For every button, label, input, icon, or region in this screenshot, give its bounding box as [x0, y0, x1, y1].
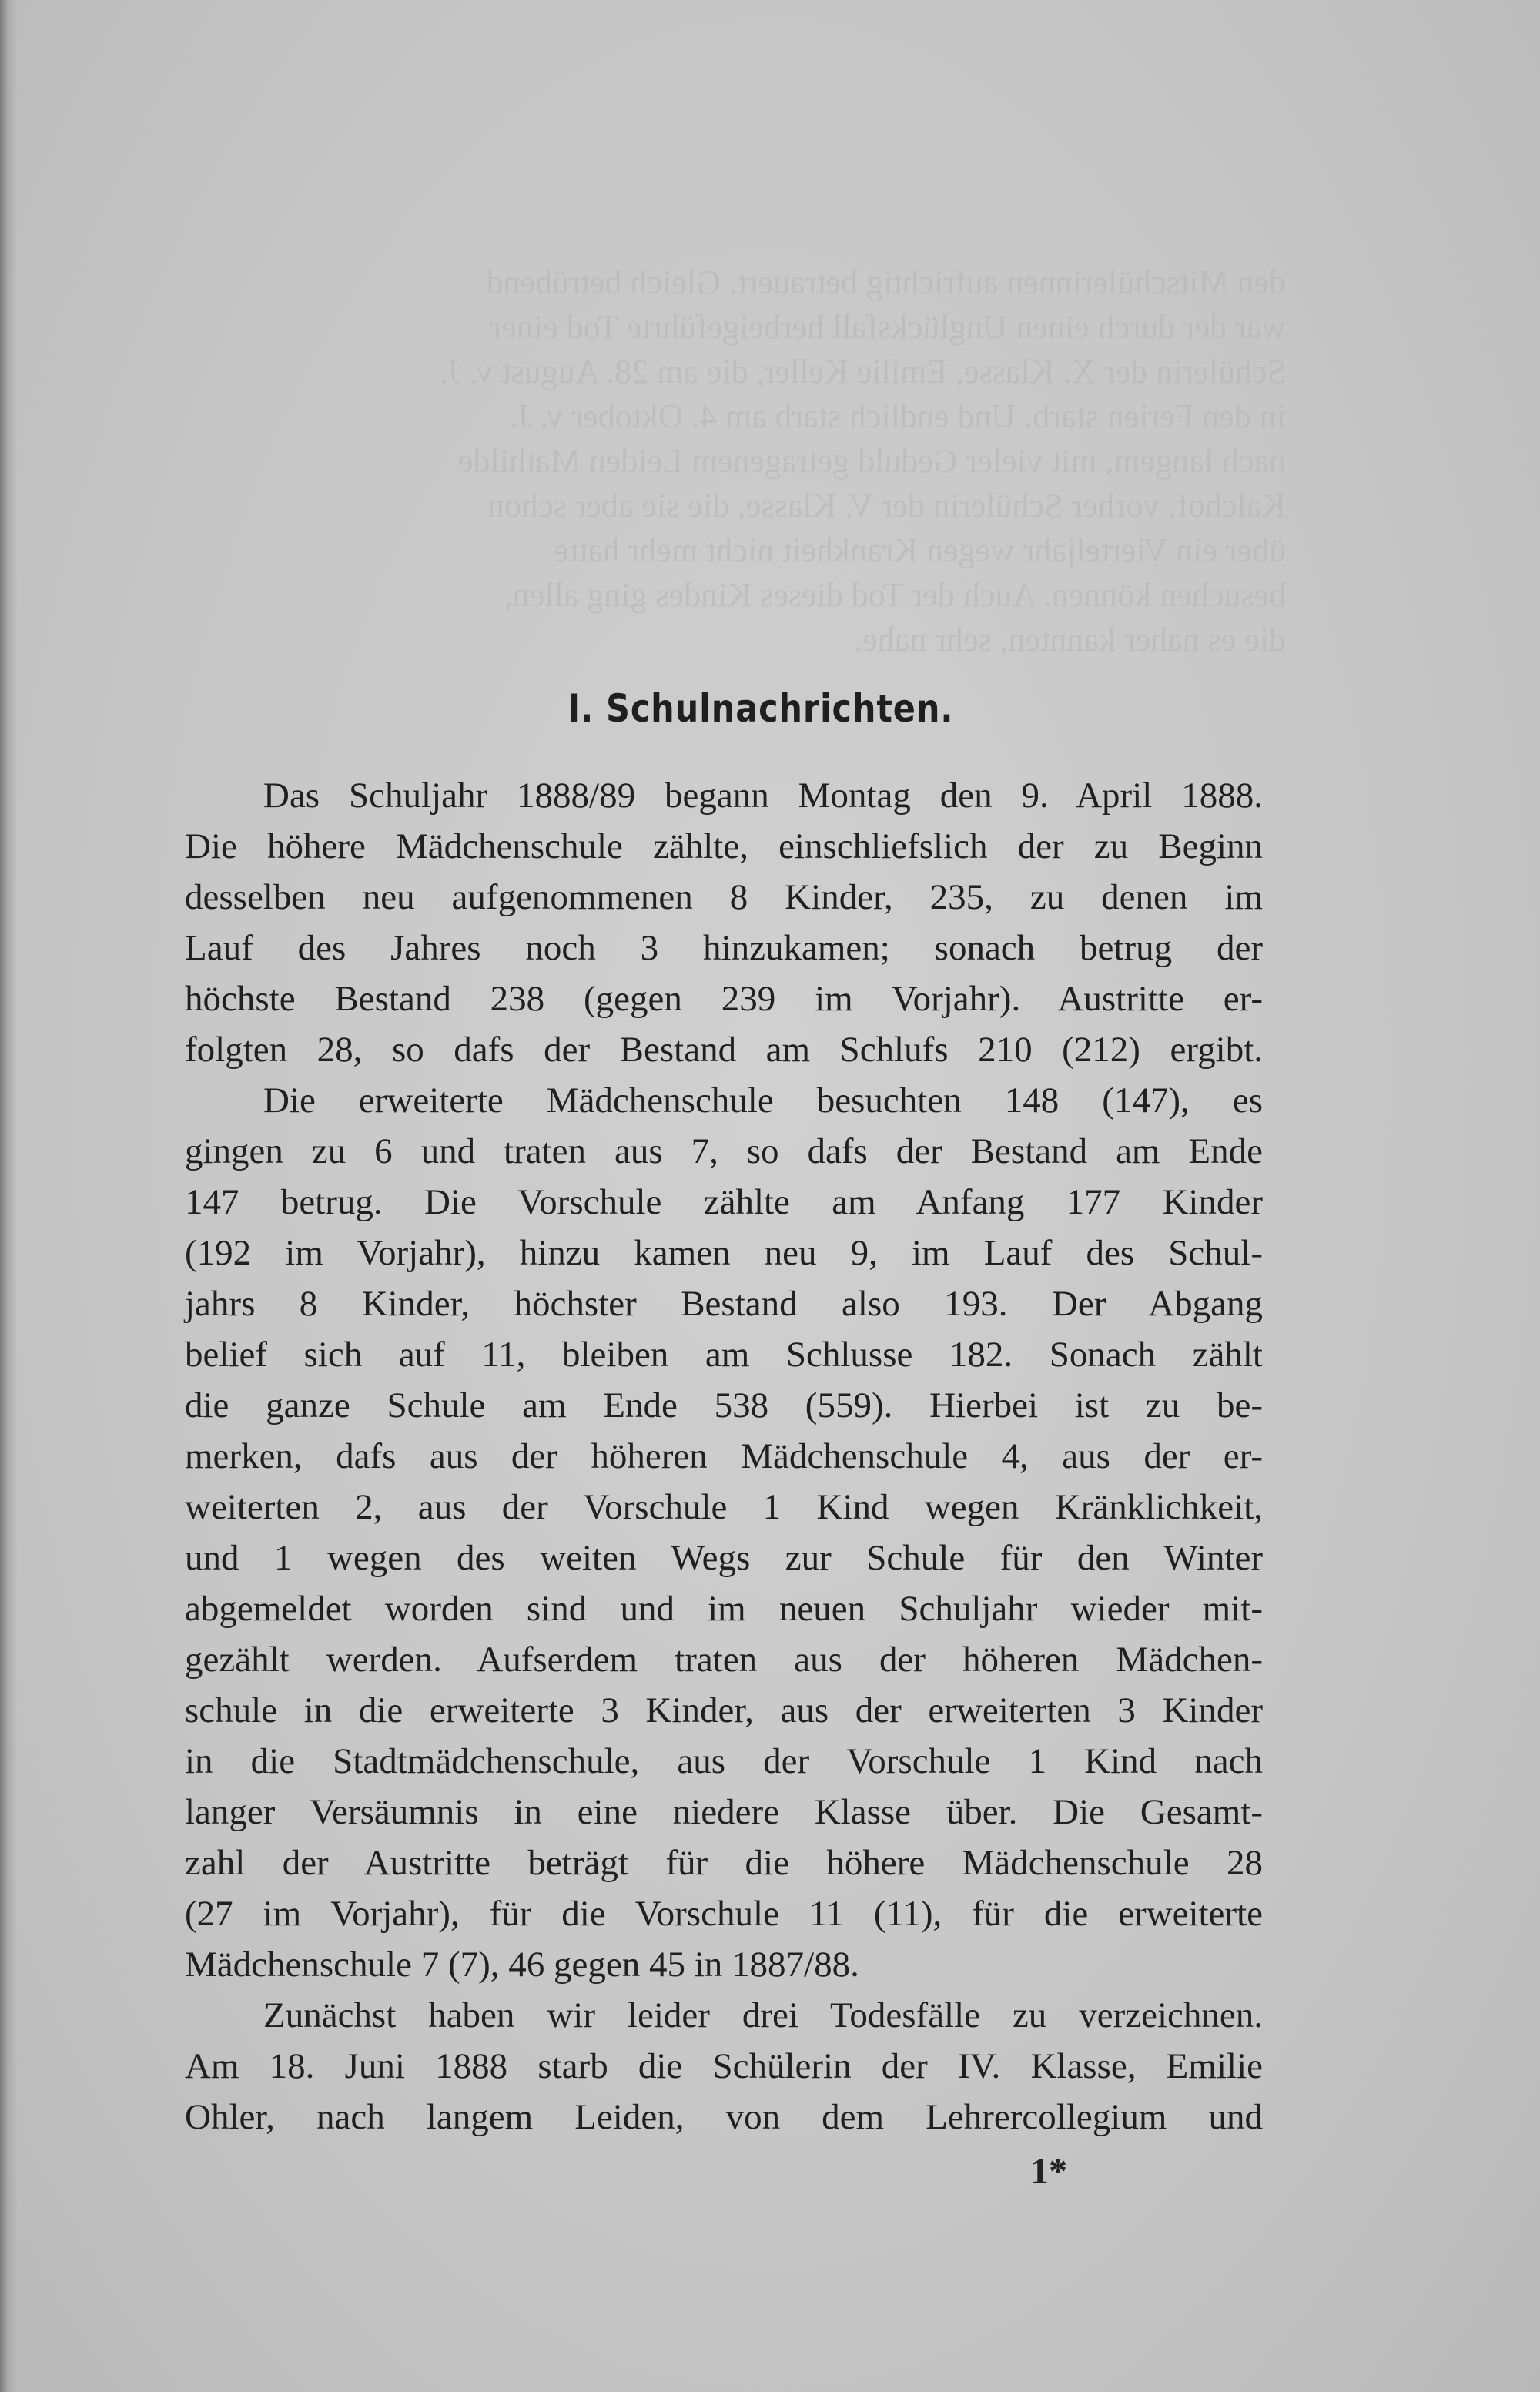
text-line: folgten 28, so dafs der Bestand am Schlufs 210 (212) ergibt. [185, 1030, 1263, 1070]
bleed-line: Kalchof, vorher Schülerin der V. Klasse, die sie aber schon [487, 487, 1286, 524]
text-line: jahrs 8 Kinder, höchster Bestand also 193. Der Abgang [185, 1284, 1263, 1324]
text-line: Zunächst haben wir leider drei Todesfälle zu verzeichnen. [263, 1995, 1263, 2035]
text-line: (27 im Vorjahr), für die Vorschule 11 (11), für die erweiterte [185, 1894, 1263, 1934]
text-line: höchste Bestand 238 (gegen 239 im Vorjahr). Austritte er- [185, 979, 1263, 1019]
text-line: weiterten 2, aus der Vorschule 1 Kind wegen Kränklichkeit, [185, 1487, 1263, 1527]
text-line: Die höhere Mädchenschule zählte, einschliefslich der zu Beginn [185, 826, 1263, 866]
bleed-line: in den Ferien starb. Und endlich starb am 4. Oktober v. J. [510, 397, 1286, 435]
bleed-line: Schülerin der X. Klasse, Emilie Keller, die am 28. August v. J. [440, 353, 1286, 390]
text-line: langer Versäumnis in eine niedere Klasse über. Die Gesamt- [185, 1792, 1263, 1832]
text-line: in die Stadtmädchenschule, aus der Vorschule 1 Kind nach [185, 1741, 1263, 1781]
bleed-line: über ein Vierteljahr wegen Krankheit nicht mehr hatte [554, 531, 1286, 569]
text-line: Lauf des Jahres noch 3 hinzukamen; sonach betrug der [185, 928, 1263, 968]
text-line: die ganze Schule am Ende 538 (559). Hierbei ist zu be- [185, 1385, 1263, 1425]
bleed-line: die es naher kannten, sehr nahe. [854, 621, 1286, 658]
bleed-line: besuchen können. Auch der Tod dieses Kindes ging allen, [504, 576, 1286, 614]
text-line: Am 18. Juni 1888 starb die Schülerin der IV. Klasse, Emilie [185, 2046, 1263, 2086]
bleed-line: den Mitschülerinnen aufrichtig betrauert. Gleich betrübend [486, 263, 1286, 301]
text-line: 147 betrug. Die Vorschule zählte am Anfang 177 Kinder [185, 1182, 1263, 1222]
text-line: Mädchenschule 7 (7), 46 gegen 45 in 1887/88. [185, 1945, 859, 1985]
text-line: zahl der Austritte beträgt für die höhere Mädchenschule 28 [185, 1843, 1263, 1883]
text-line: gingen zu 6 und traten aus 7, so dafs der Bestand am Ende [185, 1131, 1263, 1171]
book-spine-shadow [0, 0, 17, 2392]
text-line: Die erweiterte Mädchenschule besuchten 148 (147), es [263, 1080, 1263, 1121]
text-line: Ohler, nach langem Leiden, von dem Lehrercollegium und [185, 2097, 1263, 2137]
text-line: Das Schuljahr 1888/89 begann Montag den 9. April 1888. [263, 776, 1263, 816]
section-heading: I. Schulnachrichten. [567, 686, 954, 731]
text-line: belief sich auf 11, bleiben am Schlusse 182. Sonach zählt [185, 1335, 1263, 1375]
bleed-line: war der durch einen Unglücksfall herbeigeführte Tod einer [490, 308, 1286, 346]
text-line: abgemeldet worden sind und im neuen Schuljahr wieder mit- [185, 1589, 1263, 1629]
text-line: desselben neu aufgenommenen 8 Kinder, 235, zu denen im [185, 877, 1263, 917]
bleed-line: nach langem, mit vieler Geduld getragenem Leiden Mathilde [457, 442, 1286, 480]
text-line: und 1 wegen des weiten Wegs zur Schule für den Winter [185, 1538, 1263, 1578]
text-line: (192 im Vorjahr), hinzu kamen neu 9, im Lauf des Schul- [185, 1233, 1263, 1273]
text-line: merken, dafs aus der höheren Mädchenschule 4, aus der er- [185, 1436, 1263, 1476]
text-line: schule in die erweiterte 3 Kinder, aus der erweiterten 3 Kinder [185, 1690, 1263, 1730]
page-number: 1* [1030, 2151, 1067, 2192]
text-line: gezählt werden. Aufserdem traten aus der höheren Mädchen- [185, 1640, 1263, 1680]
